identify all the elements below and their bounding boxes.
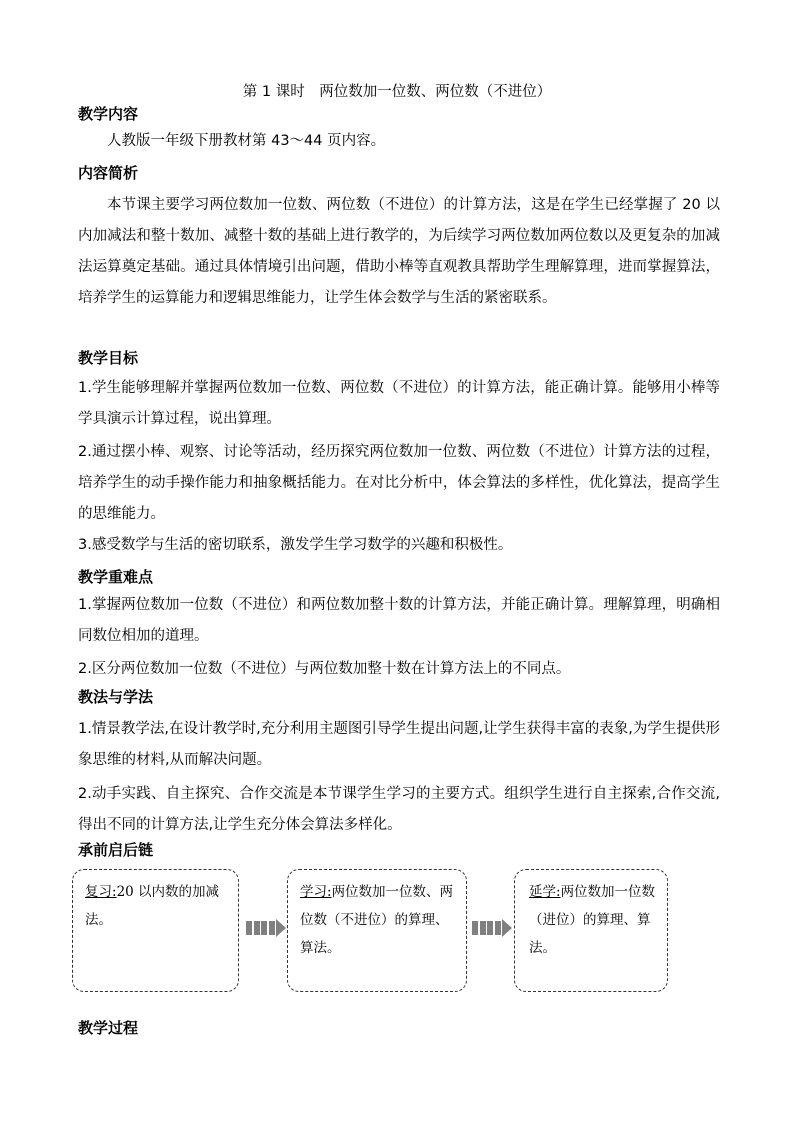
heading-teaching-content: 教学内容 [78,105,139,123]
chain-box-learn-label: 学习: [300,884,332,900]
content-summary-text: 本节课主要学习两位数加一位数、两位数（不进位）的计算方法，这是在学生已经掌握了 20 以内加减法和整十数加、减整十数的基础上进行教学的，为后续学习两位数加两位数以及更复杂的加减法运算奠定基础。通过具体情境引出问题，借助小棒等直观教具帮助学生理解算理，进而掌握算法，培养学生的运算能力和逻辑思维能力，让学生体会数学与生活的紧密联系。 [78,197,720,306]
method-1: 1.情景教学法,在设计教学时,充分利用主题图引导学生提出问题,让学生获得丰富的表象,为学生提供形象思维的材料,从而解决问题。 [78,721,720,768]
teaching-goal-3: 3.感受数学与生活的密切联系，激发学生学习数学的兴趣和积极性。 [78,537,513,553]
chain-box-extend-label: 延学: [529,884,561,900]
chain-arrow-2 [472,919,512,937]
method-2: 2.动手实践、自主探究、合作交流是本节课学生学习的主要方式。组织学生进行自主探索,合作交流,得出不同的计算方法,让学生充分体会算法多样化。 [78,786,720,833]
chain-box-review-text: 20 以内数的加减法。 [85,884,220,928]
teaching-content-text: 人教版一年级下册教材第 43～44 页内容。 [107,133,386,149]
teaching-goal-2: 2.通过摆小棒、观察、讨论等活动，经历探究两位数加一位数、两位数（不进位）计算方法的过程，培养学生的动手操作能力和抽象概括能力。在对比分析中，体会算法的多样性，优化算法，提高学生的思维能力。 [78,444,720,522]
chain-box-learn-text: 两位数加一位数、两位数（不进位）的算理、算法。 [300,884,454,956]
key-point-2: 2.区分两位数加一位数（不进位）与两位数加整十数在计算方法上的不同点。 [78,661,571,677]
heading-teaching-process: 教学过程 [78,1019,139,1037]
chain-box-review-label: 复习: [85,884,117,900]
chain-box-review [72,869,239,992]
chain-box-extend [514,869,668,992]
chain-arrow-1 [246,919,286,937]
key-point-1: 1.掌握两位数加一位数（不进位）和两位数加整十数的计算方法，并能正确计算。理解算理，明确相同数位相加的道理。 [78,597,720,644]
chain-box-learn [287,869,467,992]
teaching-goal-1: 1.学生能够理解并掌握两位数加一位数、两位数（不进位）的计算方法，能正确计算。能够用小棒等学具演示计算过程，说出算理。 [78,380,720,427]
chain-box-extend-text: 两位数加一位数（进位）的算理、算法。 [529,884,656,956]
heading-content-summary: 内容简析 [78,164,139,182]
lesson-title: 第 1 课时 两位数加一位数、两位数（不进位） [242,84,552,100]
heading-teaching-goals: 教学目标 [78,349,139,367]
heading-learning-chain: 承前启后链 [78,841,154,859]
heading-methods: 教法与学法 [78,688,154,706]
heading-key-points: 教学重难点 [78,568,154,586]
